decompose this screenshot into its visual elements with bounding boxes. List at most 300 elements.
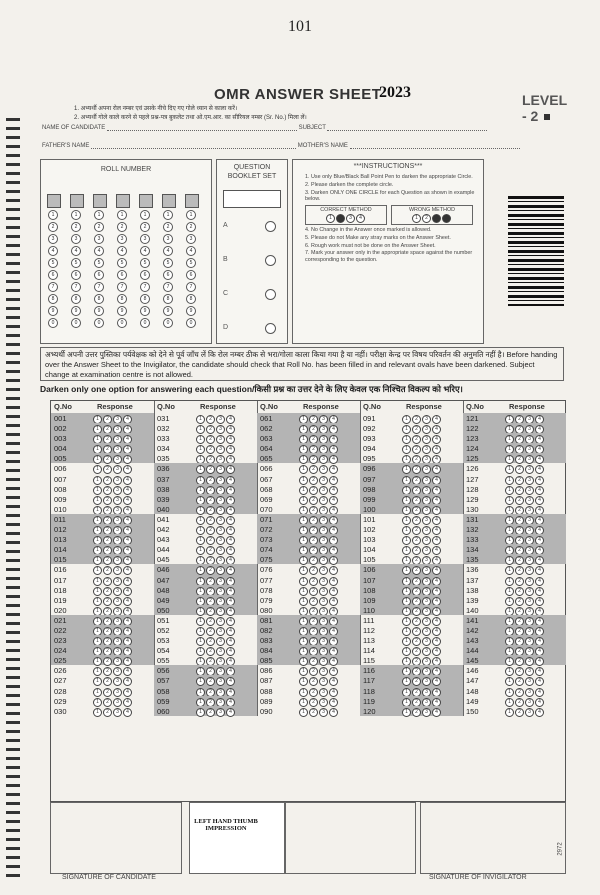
response-bubble[interactable]: 1: [505, 435, 514, 444]
response-bubble[interactable]: 4: [432, 465, 441, 474]
response-bubble[interactable]: 4: [329, 688, 338, 697]
response-bubble[interactable]: 2: [309, 577, 318, 586]
response-bubble[interactable]: 2: [206, 516, 215, 525]
response-bubble[interactable]: 4: [123, 688, 132, 697]
response-bubble[interactable]: 2: [309, 445, 318, 454]
response-bubble[interactable]: 1: [299, 627, 308, 636]
response-bubble[interactable]: 4: [329, 455, 338, 464]
response-bubble[interactable]: 2: [309, 425, 318, 434]
response-bubble[interactable]: 3: [319, 445, 328, 454]
response-bubble[interactable]: 1: [196, 667, 205, 676]
response-bubble[interactable]: 2: [309, 617, 318, 626]
roll-digit-bubble[interactable]: 9: [48, 306, 58, 316]
response-bubble[interactable]: 1: [93, 455, 102, 464]
response-bubble[interactable]: 3: [422, 617, 431, 626]
response-bubble[interactable]: 1: [93, 506, 102, 515]
response-bubble[interactable]: 2: [103, 455, 112, 464]
response-bubble[interactable]: 2: [515, 657, 524, 666]
response-bubble[interactable]: 2: [515, 587, 524, 596]
response-bubble[interactable]: 3: [113, 476, 122, 485]
response-bubble[interactable]: 3: [113, 556, 122, 565]
roll-digit-bubble[interactable]: 6: [140, 270, 150, 280]
roll-digit-bubble[interactable]: 6: [186, 270, 196, 280]
invigilator-signature-box[interactable]: [420, 802, 566, 874]
response-bubble[interactable]: 1: [93, 587, 102, 596]
response-bubble[interactable]: 3: [525, 607, 534, 616]
roll-digit-bubble[interactable]: 8: [186, 294, 196, 304]
response-bubble[interactable]: 1: [505, 597, 514, 606]
response-bubble[interactable]: 4: [226, 516, 235, 525]
response-bubble[interactable]: 3: [319, 486, 328, 495]
response-bubble[interactable]: 3: [422, 435, 431, 444]
response-bubble[interactable]: 1: [196, 496, 205, 505]
response-bubble[interactable]: 1: [402, 677, 411, 686]
roll-digit-bubble[interactable]: 9: [186, 306, 196, 316]
response-bubble[interactable]: 4: [329, 445, 338, 454]
response-bubble[interactable]: 4: [535, 566, 544, 575]
response-bubble[interactable]: 3: [319, 607, 328, 616]
roll-digit-bubble[interactable]: 2: [71, 222, 81, 232]
response-bubble[interactable]: 1: [299, 617, 308, 626]
response-bubble[interactable]: 1: [93, 445, 102, 454]
response-bubble[interactable]: 2: [206, 677, 215, 686]
response-bubble[interactable]: 2: [206, 476, 215, 485]
response-bubble[interactable]: 2: [412, 657, 421, 666]
response-bubble[interactable]: 3: [113, 486, 122, 495]
response-bubble[interactable]: 4: [123, 486, 132, 495]
response-bubble[interactable]: 4: [226, 465, 235, 474]
response-bubble[interactable]: 4: [432, 587, 441, 596]
response-bubble[interactable]: 3: [216, 516, 225, 525]
response-bubble[interactable]: 3: [216, 698, 225, 707]
response-bubble[interactable]: 3: [216, 445, 225, 454]
response-bubble[interactable]: 3: [422, 476, 431, 485]
roll-digit-bubble[interactable]: 7: [140, 282, 150, 292]
response-bubble[interactable]: 2: [515, 617, 524, 626]
response-bubble[interactable]: 3: [422, 657, 431, 666]
response-bubble[interactable]: 4: [535, 425, 544, 434]
response-bubble[interactable]: 2: [412, 647, 421, 656]
response-bubble[interactable]: 3: [216, 556, 225, 565]
response-bubble[interactable]: 3: [216, 627, 225, 636]
response-bubble[interactable]: 1: [402, 627, 411, 636]
response-bubble[interactable]: 2: [412, 587, 421, 596]
response-bubble[interactable]: 2: [103, 566, 112, 575]
roll-digit-bubble[interactable]: 0: [140, 318, 150, 328]
response-bubble[interactable]: 4: [432, 425, 441, 434]
response-bubble[interactable]: 4: [123, 435, 132, 444]
response-bubble[interactable]: 1: [299, 698, 308, 707]
response-bubble[interactable]: 1: [196, 627, 205, 636]
response-bubble[interactable]: 1: [196, 698, 205, 707]
response-bubble[interactable]: 3: [525, 597, 534, 606]
response-bubble[interactable]: 2: [412, 627, 421, 636]
response-bubble[interactable]: 1: [299, 647, 308, 656]
response-bubble[interactable]: 2: [515, 486, 524, 495]
response-bubble[interactable]: 1: [299, 566, 308, 575]
response-bubble[interactable]: 3: [525, 677, 534, 686]
response-bubble[interactable]: 4: [432, 546, 441, 555]
roll-digit-bubble[interactable]: 3: [117, 234, 127, 244]
response-bubble[interactable]: 3: [216, 496, 225, 505]
response-bubble[interactable]: 1: [505, 455, 514, 464]
response-bubble[interactable]: 1: [196, 577, 205, 586]
response-bubble[interactable]: 1: [299, 465, 308, 474]
response-bubble[interactable]: 4: [432, 597, 441, 606]
response-bubble[interactable]: 4: [123, 667, 132, 676]
response-bubble[interactable]: 1: [196, 516, 205, 525]
response-bubble[interactable]: 4: [329, 516, 338, 525]
response-bubble[interactable]: 4: [432, 486, 441, 495]
response-bubble[interactable]: 2: [206, 708, 215, 717]
response-bubble[interactable]: 2: [206, 425, 215, 434]
response-bubble[interactable]: 1: [505, 516, 514, 525]
response-bubble[interactable]: 3: [319, 677, 328, 686]
response-bubble[interactable]: 4: [432, 667, 441, 676]
response-bubble[interactable]: 3: [525, 577, 534, 586]
response-bubble[interactable]: 4: [432, 708, 441, 717]
response-bubble[interactable]: 4: [535, 667, 544, 676]
response-bubble[interactable]: 2: [515, 667, 524, 676]
response-bubble[interactable]: 3: [319, 556, 328, 565]
response-bubble[interactable]: 1: [196, 657, 205, 666]
response-bubble[interactable]: 2: [103, 597, 112, 606]
response-bubble[interactable]: 3: [422, 455, 431, 464]
response-bubble[interactable]: 4: [535, 435, 544, 444]
response-bubble[interactable]: 3: [525, 445, 534, 454]
response-bubble[interactable]: 1: [196, 708, 205, 717]
response-bubble[interactable]: 3: [216, 526, 225, 535]
response-bubble[interactable]: 3: [319, 637, 328, 646]
response-bubble[interactable]: 2: [103, 476, 112, 485]
response-bubble[interactable]: 1: [299, 597, 308, 606]
response-bubble[interactable]: 3: [319, 546, 328, 555]
response-bubble[interactable]: 3: [422, 667, 431, 676]
response-bubble[interactable]: 3: [525, 617, 534, 626]
response-bubble[interactable]: 1: [299, 526, 308, 535]
response-bubble[interactable]: 2: [103, 698, 112, 707]
response-bubble[interactable]: 3: [113, 415, 122, 424]
response-bubble[interactable]: 4: [226, 455, 235, 464]
response-bubble[interactable]: 2: [412, 425, 421, 434]
roll-digit-box[interactable]: [162, 194, 176, 208]
response-bubble[interactable]: 1: [505, 708, 514, 717]
response-bubble[interactable]: 1: [299, 435, 308, 444]
response-bubble[interactable]: 3: [525, 415, 534, 424]
mother-field[interactable]: [350, 142, 520, 149]
response-bubble[interactable]: 4: [226, 647, 235, 656]
response-bubble[interactable]: 3: [525, 657, 534, 666]
response-bubble[interactable]: 4: [329, 556, 338, 565]
response-bubble[interactable]: 1: [299, 677, 308, 686]
response-bubble[interactable]: 2: [515, 415, 524, 424]
response-bubble[interactable]: 1: [402, 577, 411, 586]
response-bubble[interactable]: 4: [329, 627, 338, 636]
roll-digit-bubble[interactable]: 3: [140, 234, 150, 244]
response-bubble[interactable]: 3: [422, 486, 431, 495]
response-bubble[interactable]: 2: [309, 667, 318, 676]
response-bubble[interactable]: 4: [329, 708, 338, 717]
response-bubble[interactable]: 4: [123, 607, 132, 616]
response-bubble[interactable]: 4: [123, 455, 132, 464]
response-bubble[interactable]: 1: [196, 617, 205, 626]
response-bubble[interactable]: 1: [93, 617, 102, 626]
response-bubble[interactable]: 3: [319, 597, 328, 606]
response-bubble[interactable]: 2: [206, 627, 215, 636]
response-bubble[interactable]: 1: [505, 617, 514, 626]
response-bubble[interactable]: 3: [422, 577, 431, 586]
response-bubble[interactable]: 2: [515, 536, 524, 545]
response-bubble[interactable]: 3: [422, 647, 431, 656]
response-bubble[interactable]: 3: [525, 496, 534, 505]
response-bubble[interactable]: 3: [422, 556, 431, 565]
response-bubble[interactable]: 4: [432, 677, 441, 686]
booklet-set-write-box[interactable]: [223, 190, 281, 208]
response-bubble[interactable]: 2: [206, 617, 215, 626]
response-bubble[interactable]: 2: [412, 597, 421, 606]
response-bubble[interactable]: 2: [412, 566, 421, 575]
response-bubble[interactable]: 4: [226, 435, 235, 444]
response-bubble[interactable]: 3: [422, 516, 431, 525]
roll-digit-bubble[interactable]: 8: [71, 294, 81, 304]
response-bubble[interactable]: 1: [196, 445, 205, 454]
response-bubble[interactable]: 2: [103, 577, 112, 586]
response-bubble[interactable]: 4: [329, 506, 338, 515]
response-bubble[interactable]: 4: [123, 587, 132, 596]
roll-digit-bubble[interactable]: 5: [48, 258, 58, 268]
roll-digit-bubble[interactable]: 1: [186, 210, 196, 220]
subject-field[interactable]: [327, 124, 487, 131]
response-bubble[interactable]: 2: [515, 647, 524, 656]
response-bubble[interactable]: 3: [319, 708, 328, 717]
response-bubble[interactable]: 3: [422, 425, 431, 434]
response-bubble[interactable]: 4: [226, 425, 235, 434]
response-bubble[interactable]: 1: [402, 486, 411, 495]
response-bubble[interactable]: 2: [309, 698, 318, 707]
response-bubble[interactable]: 1: [196, 546, 205, 555]
response-bubble[interactable]: 1: [196, 486, 205, 495]
response-bubble[interactable]: 4: [123, 506, 132, 515]
roll-digit-bubble[interactable]: 8: [94, 294, 104, 304]
response-bubble[interactable]: 4: [329, 637, 338, 646]
response-bubble[interactable]: 2: [515, 627, 524, 636]
roll-digit-bubble[interactable]: 2: [186, 222, 196, 232]
roll-digit-bubble[interactable]: 5: [94, 258, 104, 268]
roll-digit-bubble[interactable]: 8: [163, 294, 173, 304]
response-bubble[interactable]: 3: [422, 465, 431, 474]
response-bubble[interactable]: 3: [422, 677, 431, 686]
response-bubble[interactable]: 4: [123, 516, 132, 525]
response-bubble[interactable]: 2: [206, 526, 215, 535]
response-bubble[interactable]: 1: [299, 476, 308, 485]
response-bubble[interactable]: 4: [123, 637, 132, 646]
response-bubble[interactable]: 1: [299, 496, 308, 505]
response-bubble[interactable]: 2: [309, 506, 318, 515]
response-bubble[interactable]: 1: [299, 506, 308, 515]
response-bubble[interactable]: 1: [402, 637, 411, 646]
response-bubble[interactable]: 3: [216, 708, 225, 717]
response-bubble[interactable]: 4: [123, 566, 132, 575]
roll-digit-bubble[interactable]: 0: [71, 318, 81, 328]
response-bubble[interactable]: 1: [505, 476, 514, 485]
response-bubble[interactable]: 1: [402, 556, 411, 565]
response-bubble[interactable]: 4: [432, 637, 441, 646]
roll-digit-bubble[interactable]: 9: [94, 306, 104, 316]
response-bubble[interactable]: 3: [216, 637, 225, 646]
response-bubble[interactable]: 1: [505, 657, 514, 666]
response-bubble[interactable]: 1: [93, 556, 102, 565]
response-bubble[interactable]: 4: [535, 516, 544, 525]
response-bubble[interactable]: 2: [515, 476, 524, 485]
response-bubble[interactable]: 4: [329, 496, 338, 505]
roll-digit-bubble[interactable]: 3: [163, 234, 173, 244]
response-bubble[interactable]: 2: [412, 526, 421, 535]
response-bubble[interactable]: 2: [206, 637, 215, 646]
response-bubble[interactable]: 3: [113, 445, 122, 454]
response-bubble[interactable]: 3: [422, 587, 431, 596]
response-bubble[interactable]: 1: [93, 465, 102, 474]
response-bubble[interactable]: 3: [319, 627, 328, 636]
response-bubble[interactable]: 3: [113, 597, 122, 606]
response-bubble[interactable]: 4: [432, 577, 441, 586]
response-bubble[interactable]: 3: [422, 546, 431, 555]
response-bubble[interactable]: 3: [525, 516, 534, 525]
response-bubble[interactable]: 2: [515, 566, 524, 575]
response-bubble[interactable]: 3: [113, 657, 122, 666]
response-bubble[interactable]: 4: [432, 698, 441, 707]
response-bubble[interactable]: 2: [412, 708, 421, 717]
response-bubble[interactable]: 2: [412, 435, 421, 444]
response-bubble[interactable]: 3: [113, 617, 122, 626]
response-bubble[interactable]: 2: [206, 698, 215, 707]
response-bubble[interactable]: 4: [535, 506, 544, 515]
response-bubble[interactable]: 1: [505, 425, 514, 434]
response-bubble[interactable]: 4: [123, 415, 132, 424]
response-bubble[interactable]: 3: [216, 465, 225, 474]
response-bubble[interactable]: 2: [412, 556, 421, 565]
response-bubble[interactable]: 2: [309, 607, 318, 616]
response-bubble[interactable]: 2: [103, 637, 112, 646]
response-bubble[interactable]: 3: [216, 597, 225, 606]
response-bubble[interactable]: 3: [319, 425, 328, 434]
roll-digit-bubble[interactable]: 2: [163, 222, 173, 232]
response-bubble[interactable]: 4: [329, 667, 338, 676]
response-bubble[interactable]: 3: [113, 455, 122, 464]
response-bubble[interactable]: 2: [515, 607, 524, 616]
response-bubble[interactable]: 1: [402, 546, 411, 555]
roll-digit-bubble[interactable]: 3: [48, 234, 58, 244]
response-bubble[interactable]: 4: [123, 556, 132, 565]
response-bubble[interactable]: 3: [319, 657, 328, 666]
response-bubble[interactable]: 4: [432, 526, 441, 535]
response-bubble[interactable]: 3: [525, 465, 534, 474]
response-bubble[interactable]: 2: [206, 647, 215, 656]
response-bubble[interactable]: 2: [103, 445, 112, 454]
response-bubble[interactable]: 3: [216, 577, 225, 586]
response-bubble[interactable]: 3: [216, 607, 225, 616]
response-bubble[interactable]: 4: [432, 476, 441, 485]
response-bubble[interactable]: 4: [226, 546, 235, 555]
response-bubble[interactable]: 1: [402, 647, 411, 656]
response-bubble[interactable]: 1: [505, 486, 514, 495]
roll-digit-bubble[interactable]: 6: [117, 270, 127, 280]
response-bubble[interactable]: 4: [535, 708, 544, 717]
response-bubble[interactable]: 1: [402, 657, 411, 666]
response-bubble[interactable]: 4: [535, 688, 544, 697]
response-bubble[interactable]: 4: [226, 708, 235, 717]
response-bubble[interactable]: 4: [329, 597, 338, 606]
response-bubble[interactable]: 2: [206, 486, 215, 495]
roll-digit-bubble[interactable]: 5: [117, 258, 127, 268]
response-bubble[interactable]: 4: [329, 698, 338, 707]
response-bubble[interactable]: 4: [123, 476, 132, 485]
roll-digit-bubble[interactable]: 0: [163, 318, 173, 328]
response-bubble[interactable]: 2: [412, 445, 421, 454]
response-bubble[interactable]: 4: [535, 546, 544, 555]
response-bubble[interactable]: 1: [402, 526, 411, 535]
response-bubble[interactable]: 2: [515, 435, 524, 444]
response-bubble[interactable]: 4: [329, 546, 338, 555]
roll-digit-bubble[interactable]: 8: [48, 294, 58, 304]
response-bubble[interactable]: 4: [432, 536, 441, 545]
response-bubble[interactable]: 2: [103, 607, 112, 616]
response-bubble[interactable]: 2: [412, 688, 421, 697]
response-bubble[interactable]: 2: [206, 445, 215, 454]
response-bubble[interactable]: 3: [319, 526, 328, 535]
response-bubble[interactable]: 2: [103, 516, 112, 525]
roll-digit-bubble[interactable]: 4: [94, 246, 104, 256]
response-bubble[interactable]: 3: [113, 496, 122, 505]
response-bubble[interactable]: 1: [402, 415, 411, 424]
response-bubble[interactable]: 2: [515, 637, 524, 646]
response-bubble[interactable]: 2: [309, 597, 318, 606]
response-bubble[interactable]: 2: [206, 688, 215, 697]
response-bubble[interactable]: 1: [196, 455, 205, 464]
response-bubble[interactable]: 4: [226, 677, 235, 686]
roll-digit-bubble[interactable]: 7: [117, 282, 127, 292]
response-bubble[interactable]: 2: [206, 667, 215, 676]
response-bubble[interactable]: 4: [226, 556, 235, 565]
roll-digit-bubble[interactable]: 1: [71, 210, 81, 220]
response-bubble[interactable]: 3: [113, 506, 122, 515]
roll-digit-bubble[interactable]: 4: [140, 246, 150, 256]
roll-digit-bubble[interactable]: 1: [117, 210, 127, 220]
roll-digit-bubble[interactable]: 5: [163, 258, 173, 268]
response-bubble[interactable]: 2: [412, 667, 421, 676]
response-bubble[interactable]: 1: [196, 607, 205, 616]
roll-digit-bubble[interactable]: 1: [140, 210, 150, 220]
response-bubble[interactable]: 2: [309, 637, 318, 646]
response-bubble[interactable]: 1: [505, 577, 514, 586]
father-field[interactable]: [91, 142, 296, 149]
response-bubble[interactable]: 2: [103, 486, 112, 495]
response-bubble[interactable]: 4: [432, 556, 441, 565]
response-bubble[interactable]: 3: [216, 667, 225, 676]
response-bubble[interactable]: 3: [113, 667, 122, 676]
response-bubble[interactable]: 3: [216, 688, 225, 697]
response-bubble[interactable]: 3: [525, 566, 534, 575]
response-bubble[interactable]: 3: [525, 708, 534, 717]
response-bubble[interactable]: 3: [113, 465, 122, 474]
response-bubble[interactable]: 1: [93, 546, 102, 555]
response-bubble[interactable]: 2: [309, 657, 318, 666]
response-bubble[interactable]: 3: [216, 546, 225, 555]
response-bubble[interactable]: 1: [93, 566, 102, 575]
response-bubble[interactable]: 2: [103, 435, 112, 444]
response-bubble[interactable]: 1: [299, 607, 308, 616]
response-bubble[interactable]: 4: [226, 415, 235, 424]
response-bubble[interactable]: 2: [515, 698, 524, 707]
